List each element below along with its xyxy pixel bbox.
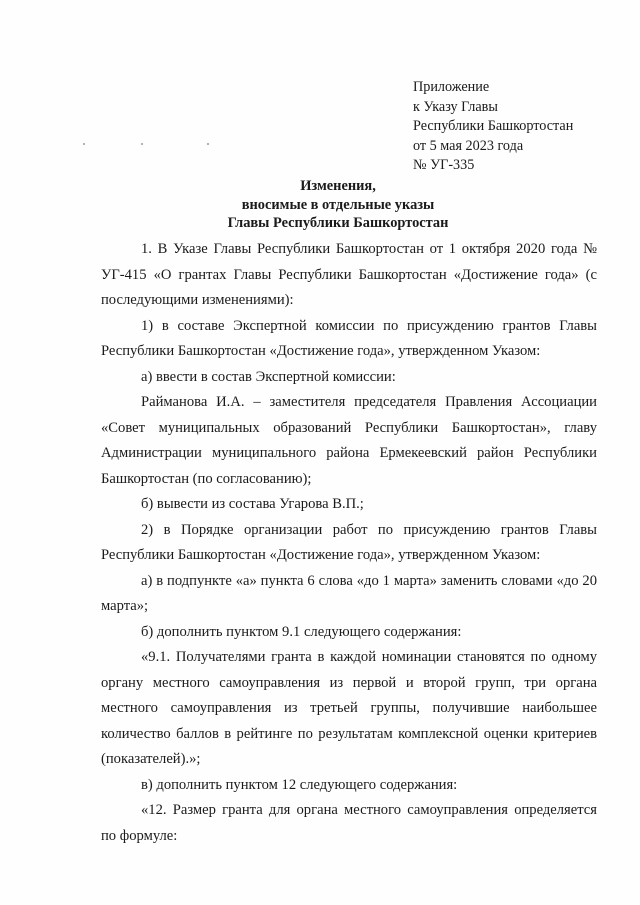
title-line: Главы Республики Башкортостан (227, 215, 449, 232)
paragraph: 2) в Порядке организации работ по присуждению грантов Главы Республики Башкортостан «Достижение года», утвержденном Указом: (101, 521, 597, 563)
scan-artifact (83, 143, 85, 145)
title-line: вносимые в отдельные указы (241, 196, 435, 213)
document-title (0, 177, 640, 233)
paragraph: а) ввести в состав Экспертной комиссии: (141, 368, 396, 385)
appendix-line: № УГ-335 (413, 157, 475, 174)
paragraph: 1) в составе Экспертной комиссии по присуждению грантов Главы Республики Башкортостан «Достижение года», утвержденном Указом: (101, 317, 597, 359)
scan-artifact (141, 143, 143, 145)
paragraph: а) в подпункте «а» пункта 6 слова «до 1 марта» заменить словами «до 20 марта»; (101, 572, 597, 614)
paragraph: б) дополнить пунктом 9.1 следующего содержания: (141, 623, 462, 640)
paragraph: б) вывести из состава Угарова В.П.; (141, 496, 364, 512)
appendix-line: Республики Башкортостан (413, 118, 574, 135)
appendix-header (413, 78, 573, 176)
appendix-line: от 5 мая 2023 года (413, 137, 524, 154)
scan-artifact (207, 143, 209, 145)
document-body (101, 237, 597, 849)
title-line: Изменения, (300, 178, 376, 194)
paragraph: в) дополнить пунктом 12 следующего содержания: (141, 776, 458, 793)
appendix-line: Приложение (413, 79, 490, 95)
paragraph: Райманова И.А. – заместителя председателя Правления Ассоциации «Совет муниципальных образований Республики Башкортостан», главу Администрации муниципального района Ермекеевский район Республики Башкортостан (по согласованию); (101, 394, 597, 487)
paragraph: «12. Размер гранта для органа местного самоуправления определяется по формуле: (101, 802, 597, 844)
paragraph: «9.1. Получателями гранта в каждой номинации становятся по одному органу местного самоуправления из первой и второй групп, три органа местного самоуправления из третьей группы, получившие наибольшее количество баллов в рейтинге по результатам комплексной оценки критериев (показателей).»; (101, 649, 597, 767)
paragraph: 1. В Указе Главы Республики Башкортостан от 1 октября 2020 года № УГ-415 «О грантах Главы Республики Башкортостан «Достижение года» (с последующими изменениями): (101, 241, 597, 308)
appendix-line: к Указу Главы (413, 98, 498, 115)
